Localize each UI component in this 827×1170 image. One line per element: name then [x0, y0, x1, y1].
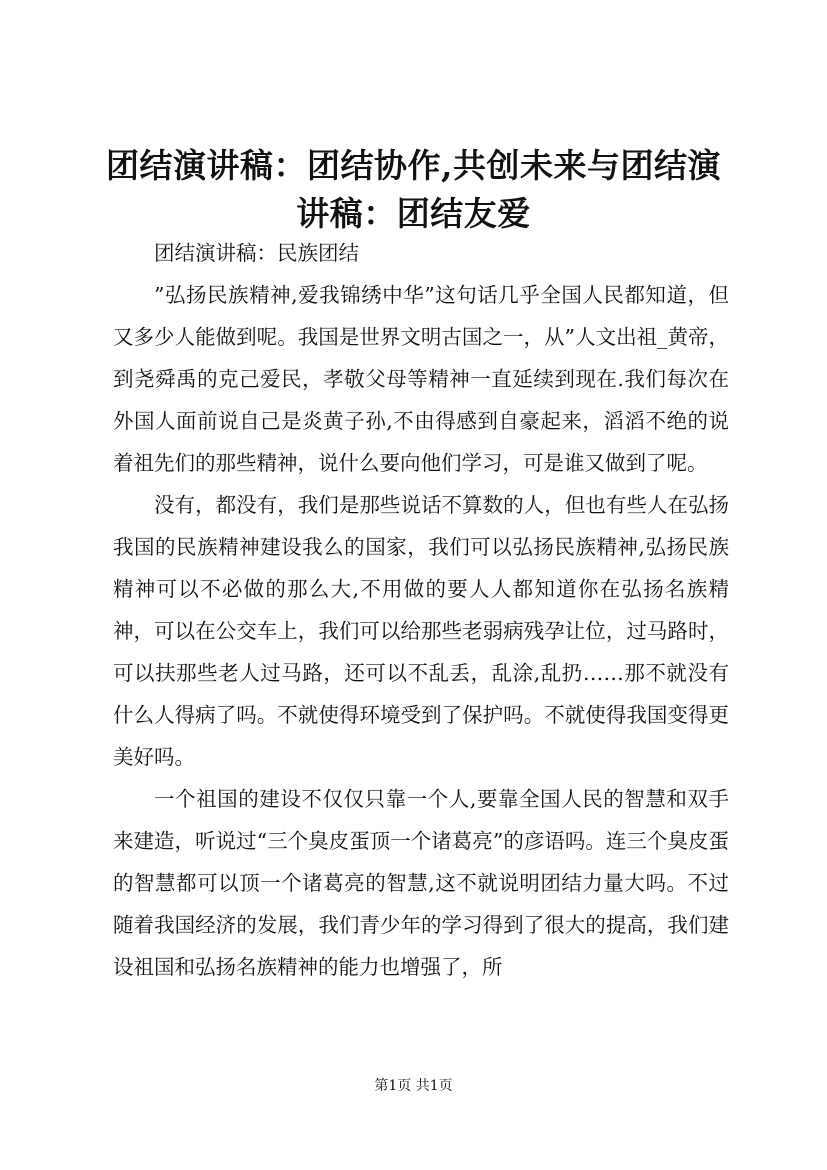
document-subtitle: 团结演讲稿：民族团结: [154, 241, 359, 265]
page-footer: 第1页 共1页: [374, 1078, 453, 1094]
document-title: 团结演讲稿：团结协作,共创未来与团结演讲稿：团结友爱: [106, 146, 721, 233]
paragraph-3: 一个祖国的建设不仅仅只靠一个人,要靠全国人民的智慧和双手来建造，听说过“三个臭皮蛋顶一个诸葛亮”的彦语吗。连三个臭皮蛋的智慧都可以顶一个诸葛亮的智慧,这不就说明团结力量大吗。不过随着我国经济的发展，我们青少年的学习得到了很大的提高，我们建设祖国和弘扬名族精神的能力也增强了，所: [113, 787, 729, 979]
document-body: [113, 232, 729, 988]
paragraph-1: ”弘扬民族精神,爱我锦绣中华”这句话几乎全国人民都知道，但又多少人能做到呢。我国是世界文明古国之一，从”人文出祖_黄帝，到尧舜禹的克己爱民，孝敬父母等精神一直延续到现在.我们每次在外国人面前说自己是炎黄子孙,不由得感到自豪起来，滔滔不绝的说着祖先们的那些精神，说什么要向他们学习，可是谁又做到了呢。: [113, 283, 729, 475]
paragraph-2: 没有，都没有，我们是那些说话不算数的人，但也有些人在弘扬我国的民族精神建设我么的国家，我们可以弘扬民族精神,弘扬民族精神可以不必做的那么大,不用做的要人人都知道你在弘扬名族精神，可以在公交车上，我们可以给那些老弱病残孕让位，过马路时，可以扶那些老人过马路，还可以不乱丢，乱涂,乱扔……那不就没有什么人得病了吗。不就使得环境受到了保护吗。不就使得我国变得更美好吗。: [113, 493, 729, 769]
